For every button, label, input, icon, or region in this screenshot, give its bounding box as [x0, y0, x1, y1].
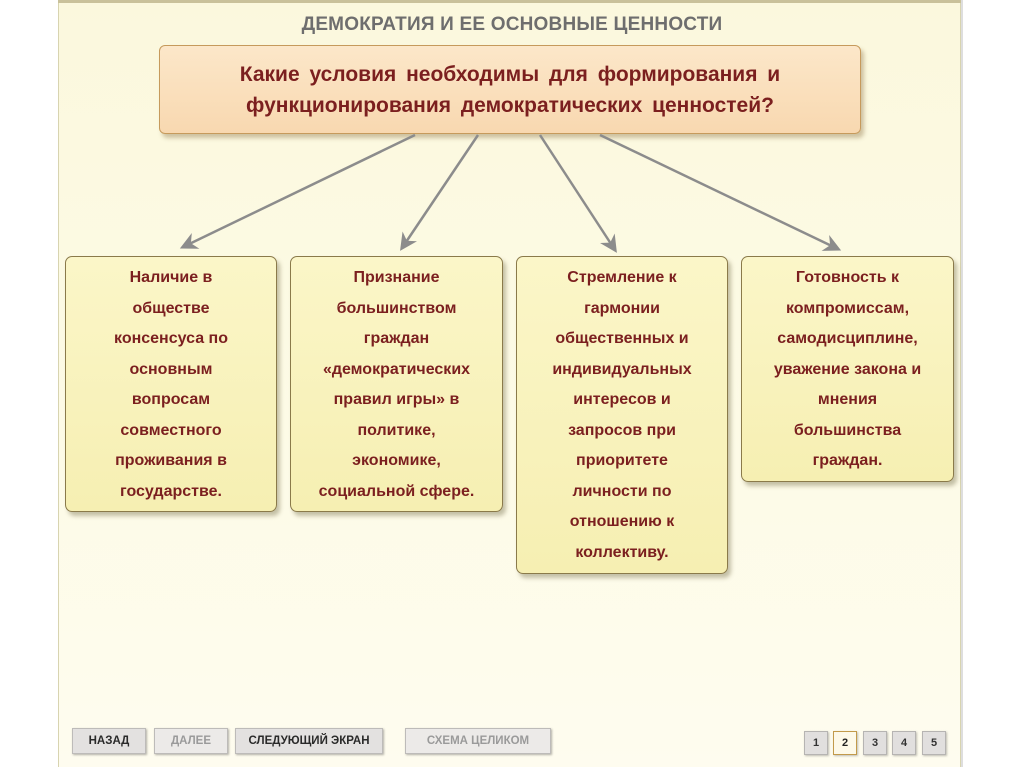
- arrow-3: [540, 135, 615, 250]
- condition-box-1: [65, 256, 277, 512]
- page-button-5[interactable]: 5: [922, 731, 946, 755]
- arrow-4: [600, 135, 838, 249]
- condition-text-2: Признание большинством граждан «демократических правил игры» в политике, экономике, социальной сфере.: [318, 269, 475, 500]
- question-text: Какие условия необходимы для формирования и функционирования демократических ценностей?: [239, 62, 781, 117]
- condition-box-2: [290, 256, 503, 512]
- condition-box-3: [516, 256, 728, 574]
- page-button-4[interactable]: 4: [892, 731, 916, 755]
- condition-box-4: [741, 256, 954, 482]
- next-screen-button[interactable]: СЛЕДУЮЩИЙ ЭКРАН: [235, 728, 383, 754]
- page-button-3[interactable]: 3: [863, 731, 887, 755]
- condition-text-3: Стремление к гармонии общественных и индивидуальных интересов и запросов при приоритете личности по отношению к коллективу.: [552, 269, 692, 561]
- arrow-2: [402, 135, 478, 248]
- page-title: ДЕМОКРАТИЯ И ЕЕ ОСНОВНЫЕ ЦЕННОСТИ: [301, 14, 723, 35]
- full-scheme-button[interactable]: СХЕМА ЦЕЛИКОМ: [405, 728, 551, 754]
- back-button[interactable]: НАЗАД: [72, 728, 146, 754]
- arrow-1: [183, 135, 415, 247]
- page-button-1[interactable]: 1: [804, 731, 828, 755]
- next-button[interactable]: ДАЛЕЕ: [154, 728, 228, 754]
- page-button-2[interactable]: 2: [833, 731, 857, 755]
- condition-text-4: Готовность к компромиссам, самодисциплине, уважение закона и мнения большинства граждан.: [773, 269, 922, 469]
- condition-text-1: Наличие в обществе консенсуса по основным вопросам совместного проживания в государстве.: [114, 269, 228, 500]
